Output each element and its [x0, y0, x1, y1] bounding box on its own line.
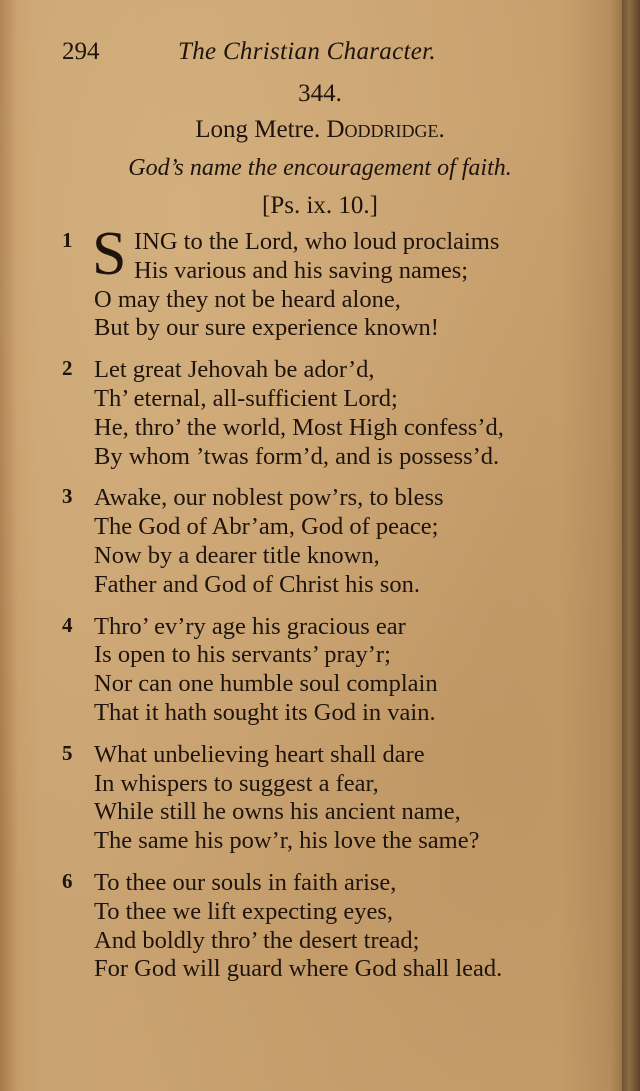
- verse-line: To thee we lift expecting eyes,: [94, 897, 393, 925]
- verse-line: Th’ eternal, all-sufficient Lord;: [94, 384, 398, 412]
- stanza-number: 3: [62, 484, 73, 509]
- verse-line: He, thro’ the world, Most High confess’d,: [94, 413, 504, 441]
- stanza: [62, 869, 602, 984]
- stanza-number: 4: [62, 612, 73, 637]
- verse-line: But by our sure experience known!: [94, 314, 439, 342]
- metre: Long Metre.: [195, 116, 321, 143]
- verse-line: In whispers to suggest a fear,: [94, 769, 379, 797]
- stanza-number: 1: [62, 228, 73, 252]
- stanza: [62, 613, 602, 728]
- verse-line: Let great Jehovah be ador’d,: [94, 356, 375, 384]
- verse-line: To thee our souls in faith arise,: [94, 868, 397, 896]
- verse-line: Father and God of Christ his son.: [94, 570, 420, 598]
- scripture-reference: [Ps. ix. 10.]: [262, 192, 378, 219]
- verse-line: Awake, our noblest pow’rs, to bless: [94, 484, 444, 512]
- page-number: 294: [62, 38, 100, 65]
- stanza: [62, 356, 602, 471]
- verse-line: And boldly thro’ the desert tread;: [94, 926, 420, 954]
- running-head: [62, 38, 562, 68]
- stanza: [62, 484, 602, 599]
- hymn-metre-line: [0, 116, 640, 144]
- verse-line: That it hath sought its God in vain.: [94, 698, 436, 726]
- verse-line: What unbelieving heart shall dare: [94, 740, 425, 768]
- hymn-number: 344.: [298, 80, 342, 107]
- hymn-subtitle: God’s name the encouragement of faith.: [128, 155, 512, 181]
- verse-line: The same his pow’r, his love the same?: [94, 827, 480, 855]
- stanza: [62, 741, 602, 856]
- verse-line: ING to the Lord, who loud proclaims: [134, 228, 500, 255]
- drop-cap: S: [92, 220, 127, 288]
- verse-line: Is open to his servants’ pray’r;: [94, 641, 391, 669]
- stanza-number: 6: [62, 868, 73, 893]
- stanza-number: 2: [62, 356, 73, 381]
- stanza-number: 5: [62, 740, 73, 765]
- verse-line: For God will guard where God shall lead.: [94, 955, 503, 983]
- verse-line: Thro’ ev’ry age his gracious ear: [94, 612, 406, 640]
- verse-line: While still he owns his ancient name,: [94, 798, 461, 826]
- verse-line: By whom ’twas form’d, and is possess’d.: [94, 442, 500, 470]
- page-edge: [622, 0, 640, 1091]
- verse-line: The God of Abr’am, God of peace;: [94, 513, 439, 541]
- author: Doddridge.: [326, 116, 445, 143]
- running-title: The Christian Character.: [178, 38, 436, 65]
- verse-line: Nor can one humble soul complain: [94, 670, 438, 698]
- verse-line: His various and his saving names;: [134, 256, 469, 284]
- verse-line: Now by a dearer title known,: [94, 541, 380, 569]
- verse-line: O may they not be heard alone,: [94, 285, 401, 313]
- hymn-verses: [62, 220, 602, 997]
- stanza: [62, 220, 602, 343]
